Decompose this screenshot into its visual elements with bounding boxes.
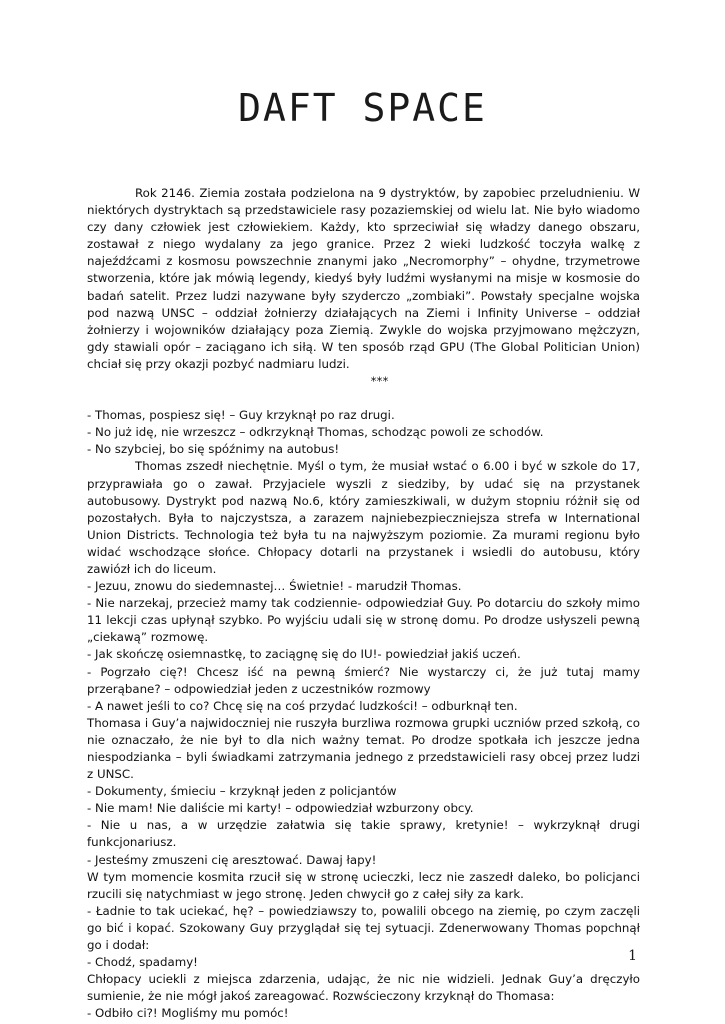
story-paragraph: Thomas zszedł niechętnie. Myśl o tym, że musiał wstać o 6.00 i być w szkole do 17, przyprawiała go o zawał. Przyjaciele wyszli z siedziby, by udać się na przystanek autobusowy. Dystrykt pod nazwą No.6, który zamieszkiwali, w dużym stopniu różnił się od pozostałych. Była to najczystsza, a zarazem najniebezpieczniejsza strefa w International Union Districts. Technologia też była tu na najwyższym poziomie. Za murami regionu było widać wschodzące słońce. Chłopacy dotarli na przystanek i wsiedli do autobusu, który zawiózł ich do liceum. <box>87 459 640 576</box>
story-paragraph: - Ładnie to tak uciekać, hę? – powiedziawszy to, powalili obcego na ziemię, po czym zaczęli go bić i kopać. Szokowany Guy przyglądał się tej sytuacji. Zdenerwowany Thomas popchnął go i dodał: <box>87 903 640 953</box>
story-paragraph: - A nawet jeśli to co? Chcę się na coś przydać ludzkości! – odburknął ten. <box>87 698 518 713</box>
story-paragraph: - Nie narzekaj, przecież mamy tak codziennie- odpowiedział Guy. Po dotarciu do szkoły mimo 11 lekcji czas upłynął szybko. Po wyjściu udali się w stronę domu. Po drodze usłyszeli pewną „ciekawą” rozmowę. <box>87 596 640 645</box>
story-paragraph: - Jezuu, znowu do siedemnastej… Świetnie! - marudził Thomas. <box>87 579 462 594</box>
story-paragraph: - Nie u nas, a w urzędzie załatwia się takie sprawy, kretynie! – wykrzyknął drugi funkcjonariusz. <box>87 818 640 850</box>
story-paragraph: Chłopacy uciekli z miejsca zdarzenia, udając, że nic nie widzieli. Jednak Guy’a dręczyło sumienie, że nie mógł jakoś zareagować. Rozwścieczony krzyknął do Thomasa: <box>87 972 640 1004</box>
story-paragraphs <box>87 407 640 1022</box>
story-paragraph: - Odbiło ci?! Mogliśmy mu pomóc! <box>87 1006 289 1021</box>
story-paragraph: - No już idę, nie wrzeszcz – odkrzyknął Thomas, schodząc powoli ze schodów. <box>87 425 544 440</box>
document-body <box>87 185 640 1023</box>
story-paragraph: Thomasa i Guy’a najwidoczniej nie ruszyła burzliwa rozmowa grupki uczniów przed szkołą, co nie oznaczało, że nie był to dla nich ważny temat. Po drodze spotkała ich jeszcze jedna niespodzianka – byli świadkami zatrzymania jednego z przedstawicieli rasy obcej przez ludzi z UNSC. <box>87 715 640 782</box>
story-paragraph: - Dokumenty, śmieciu – krzyknął jeden z policjantów <box>87 784 397 799</box>
story-paragraph: - Jesteśmy zmuszeni cię aresztować. Dawaj łapy! <box>87 852 377 867</box>
blank-line <box>87 390 640 407</box>
story-paragraph: - No szybciej, bo się spóźnimy na autobus! <box>87 442 340 457</box>
document-title: DAFT SPACE <box>238 86 487 130</box>
story-paragraph: - Pogrzało cię?! Chcesz iść na pewną śmierć? Nie wystarczy ci, że już tutaj mamy przerąbane? – odpowiedział jeden z uczestników rozmowy <box>87 664 640 696</box>
story-paragraph: - Chodź, spadamy! <box>87 955 198 970</box>
section-separator: *** <box>370 374 389 389</box>
page-number: 1 <box>628 948 637 964</box>
story-paragraph: - Thomas, pospiesz się! – Guy krzyknął po raz drugi. <box>87 408 395 423</box>
story-paragraph: - Jak skończę osiemnastkę, to zaciągnę się do IU!- powiedział jakiś uczeń. <box>87 647 521 662</box>
intro-paragraph: Rok 2146. Ziemia została podzielona na 9 dystryktów, by zapobiec przeludnieniu. W niektórych dystryktach są przedstawiciele rasy pozaziemskiej od wielu lat. Nie było wiadomo czy dany człowiek jest człowiekiem. Każdy, kto sprzeciwiał się władzy danego obszaru, zostawał z niego wydalany za jego granice. Przez 2 wieki ludzkość toczyła walkę z najeźdźcami z kosmosu powszechnie znanymi jako „Necromorphy” – ohydne, trzymetrowe stworzenia, które jak mówią legendy, kiedyś były ludźmi wysłanymi na misje w kosmosie do badań satelit. Przez ludzi nazywane były szyderczo „zombiaki”. Powstały specjalne wojska pod nazwą UNSC – oddział żołnierzy działających na Ziemi i Infinity Universe – oddział żołnierzy i wojowników działający poza Ziemią. Zwykle do wojska przyjmowano mężczyzn, gdy stawiali opór – zaciągano ich siłą. W ten sposób rząd GPU (The Global Politician Union) chciał się przy okazji pozbyć nadmiaru ludzi. <box>87 186 640 371</box>
story-paragraph: - Nie mam! Nie daliście mi karty! – odpowiedział wzburzony obcy. <box>87 801 474 816</box>
story-paragraph: W tym momencie kosmita rzucił się w stronę ucieczki, lecz nie zaszedł daleko, bo policjanci rzucili się natychmiast w jego stronę. Jeden chwycił go z całej siły za kark. <box>87 869 640 901</box>
